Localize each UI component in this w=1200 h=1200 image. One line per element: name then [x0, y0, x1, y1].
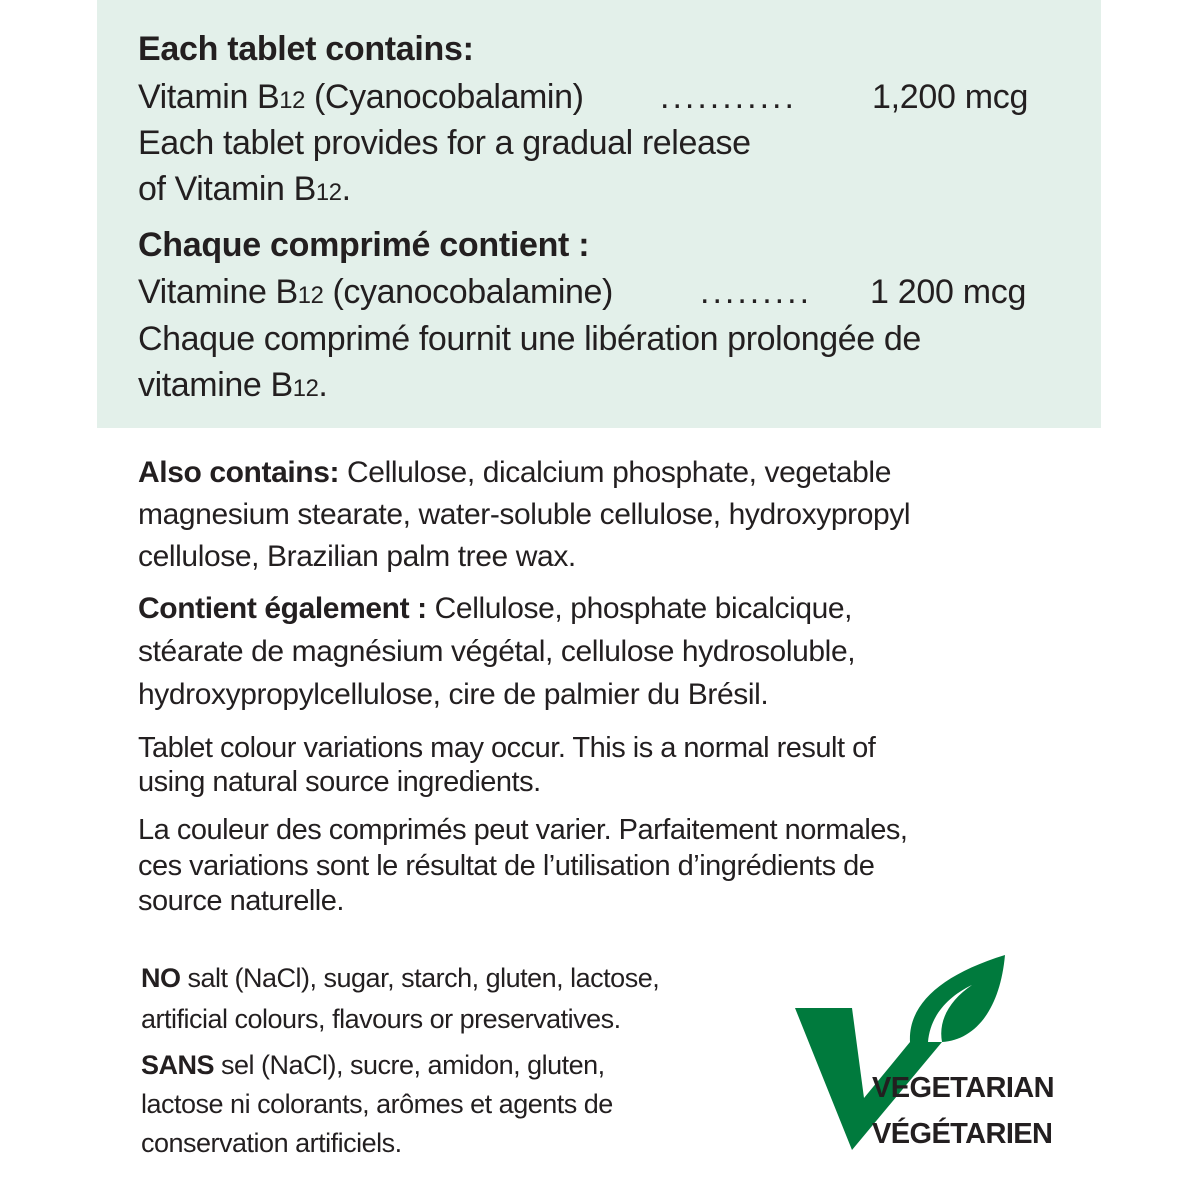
release-text-line2-en	[138, 170, 351, 209]
free-from-line2-fr: lactose ni colorants, arômes et agents de	[141, 1089, 613, 1119]
free-from-text-en: salt (NaCl), sugar, starch, gluten, lactose,	[180, 963, 660, 993]
also-contains-text-en: Cellulose, dicalcium phosphate, vegetable	[339, 456, 891, 489]
also-contains-line2-en: magnesium stearate, water-soluble cellulose, hydroxypropyl	[138, 498, 911, 531]
free-from-line3-fr: conservation artificiels.	[141, 1128, 402, 1158]
colour-note-line3-fr: source naturelle.	[138, 885, 344, 917]
vitamin-subscript-en: 12	[279, 87, 305, 114]
free-from-label-fr: SANS	[141, 1050, 215, 1080]
vitamin-amount-en: 1,200 mcg	[872, 78, 1029, 116]
ingredients-heading-fr: Chaque comprimé contient :	[138, 226, 590, 264]
vitamin-name-en: Vitamin B	[138, 78, 280, 116]
also-contains-label-en: Also contains:	[138, 456, 340, 489]
free-from-line2-en: artificial colours, flavours or preservatives.	[141, 1004, 621, 1034]
vegetarian-label-en: VEGETARIAN	[872, 1072, 1054, 1104]
also-contains-line1-en	[138, 456, 891, 490]
also-contains-line2-fr: stéarate de magnésium végétal, cellulose hydrosoluble,	[138, 635, 856, 668]
vegetarian-label-fr: VÉGÉTARIEN	[872, 1118, 1053, 1150]
dot-leader-fr: .........	[700, 273, 813, 311]
release-text-subscript-en: 12	[315, 179, 342, 206]
also-contains-line1-fr	[138, 592, 852, 626]
release-text-prefix-en: of Vitamin B	[138, 170, 316, 208]
vitamin-amount-fr: 1 200 mcg	[870, 273, 1027, 311]
vitamin-form-en: (Cyanocobalamin)	[304, 78, 584, 116]
free-from-text-fr: sel (NaCl), sucre, amidon, gluten,	[214, 1050, 605, 1080]
release-text-prefix-fr: vitamine B	[138, 366, 293, 404]
free-from-line1-en	[141, 963, 659, 994]
colour-note-line2-fr: ces variations sont le résultat de l’utilisation d’ingrédients de	[138, 850, 875, 882]
release-text-line2-fr	[138, 366, 327, 405]
colour-note-line1-en: Tablet colour variations may occur. This is a normal result of	[138, 732, 876, 764]
vitamin-form-fr: (cyanocobalamine)	[323, 273, 613, 311]
also-contains-text-fr: Cellulose, phosphate bicalcique,	[426, 592, 853, 625]
release-text-subscript-fr: 12	[292, 375, 319, 402]
vitamin-line-fr	[138, 273, 613, 312]
free-from-label-en: NO	[141, 963, 181, 993]
release-text-line1-fr: Chaque comprimé fournit une libération prolongée de	[138, 320, 921, 358]
also-contains-line3-fr: hydroxypropylcellulose, cire de palmier du Brésil.	[138, 678, 769, 711]
free-from-line1-fr	[141, 1050, 605, 1081]
colour-note-line2-en: using natural source ingredients.	[138, 766, 541, 798]
vitamin-line-en	[138, 78, 584, 117]
vitamin-subscript-fr: 12	[297, 282, 324, 309]
also-contains-label-fr: Contient également :	[138, 592, 427, 625]
release-text-suffix-en: .	[341, 170, 351, 208]
ingredients-heading-en: Each tablet contains:	[138, 30, 474, 68]
also-contains-line3-en: cellulose, Brazilian palm tree wax.	[138, 540, 576, 573]
dot-leader-en: ...........	[660, 78, 797, 116]
release-text-line1-en: Each tablet provides for a gradual release	[138, 124, 751, 162]
colour-note-line1-fr: La couleur des comprimés peut varier. Parfaitement normales,	[138, 814, 908, 846]
vitamin-name-fr: Vitamine B	[138, 273, 298, 311]
release-text-suffix-fr: .	[318, 366, 328, 404]
